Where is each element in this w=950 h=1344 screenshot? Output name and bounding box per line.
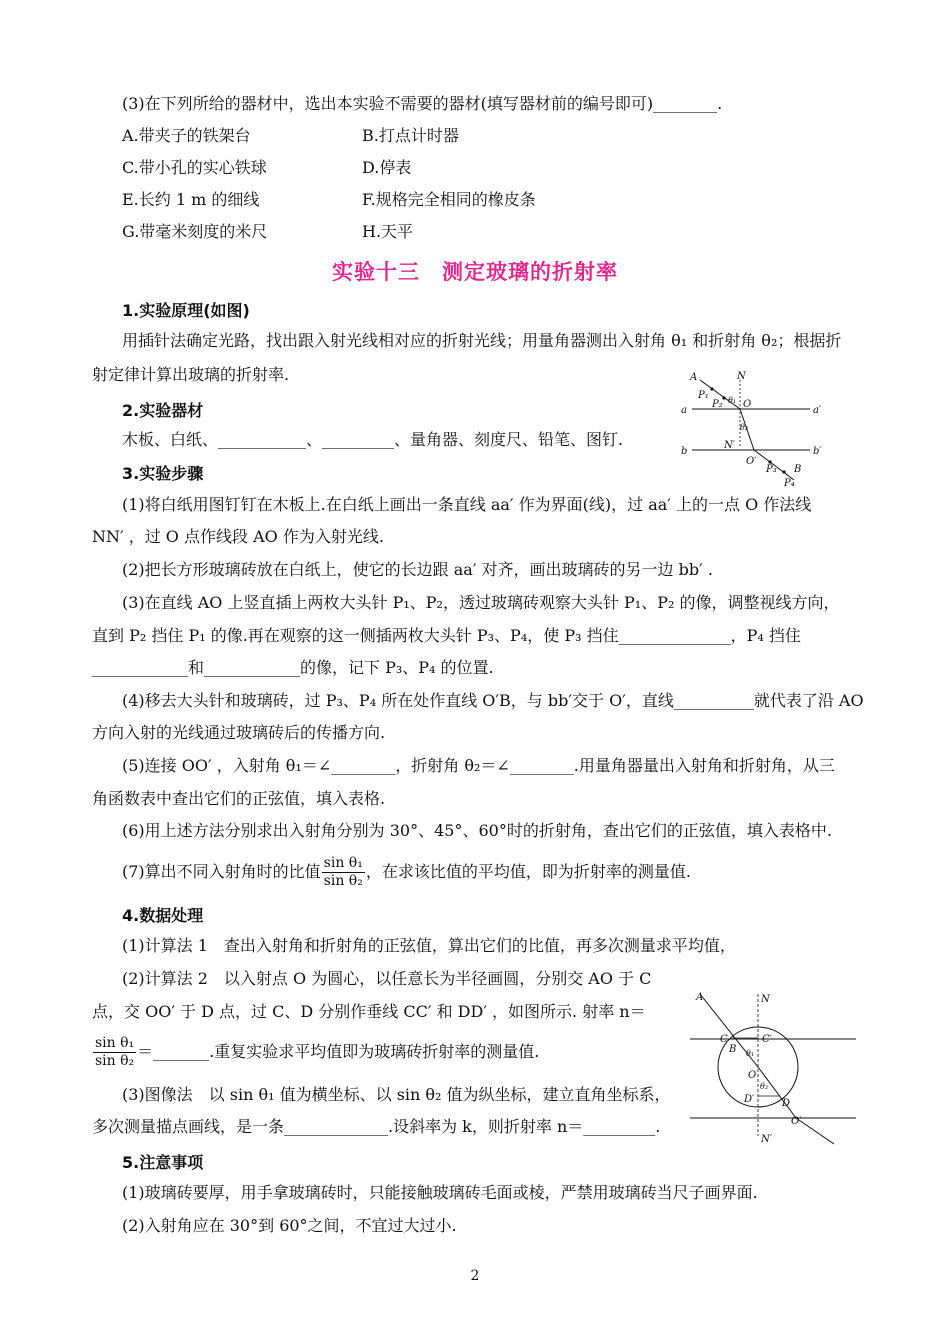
fig2-label-n: N	[761, 994, 770, 1005]
fig2-label-d: D	[782, 1098, 791, 1109]
section-title: 实验十三 测定玻璃的折射率	[332, 260, 618, 284]
n-numerator: sin θ₁	[95, 1035, 135, 1051]
fig1-label-theta1: θ₁	[728, 396, 737, 405]
data-line-6: 多次测量描点画线，是一条_____________.设斜率为 k，则折射率 n＝_________.	[92, 1117, 661, 1136]
step-line-2: NN′ ，过 O 点作线段 AO 作为入射光线.	[92, 527, 384, 546]
q3-option-b: B.打点计时器	[362, 126, 459, 145]
fig2-label-theta2: θ₂	[760, 1082, 769, 1091]
fig1-label-b-prime: b′	[813, 446, 822, 457]
q3-option-g: G.带毫米刻度的米尺	[122, 222, 268, 241]
fig1-label-p1: P₁	[698, 390, 709, 401]
step7-denominator: sin θ₂	[323, 873, 363, 889]
notes-heading: 5.注意事项	[122, 1153, 204, 1172]
fig1-label-n: N	[737, 371, 746, 382]
fig1-label-theta2: θ₂	[740, 423, 749, 432]
step-line-9: (5)连接 OO′ ，入射角 θ₁＝∠________，折射角 θ₂＝∠________.用量角器量出入射角和折射角，从三	[122, 756, 835, 775]
fig2-label-b: B	[729, 1044, 737, 1055]
fig1-label-a-left: a	[681, 405, 687, 416]
step-line-3: (2)把长方形玻璃砖放在白纸上，使它的长边跟 aa′ 对齐，画出玻璃砖的另一边 bb′ .	[122, 560, 713, 579]
note-line-2: (2)入射角应在 30°到 60°之间，不宜过大过小.	[122, 1216, 457, 1235]
fig1-label-n-prime: N′	[724, 440, 736, 451]
step7-pre: (7)算出不同入射角时的比值	[122, 862, 321, 881]
step-line-8: 方向入射的光线通过玻璃砖后的传播方向.	[92, 723, 386, 742]
data-line-3: 点，交 OO′ 于 D 点，过 C、D 分别作垂线 CC′ 和 DD′ ，如图所示. 射率 n＝	[92, 1002, 646, 1021]
fig1-label-a: A	[690, 372, 698, 383]
fig2-label-c: C	[720, 1034, 728, 1045]
principle-line-1: 用插针法确定光路，找出跟入射光线相对应的折射光线；用量角器测出入射角 θ₁ 和折射角 θ₂；根据折	[122, 331, 842, 350]
principle-line-2: 射定律计算出玻璃的折射率.	[92, 365, 290, 384]
fig1-label-b-left: b	[681, 446, 688, 457]
fig1-label-p4: P₄	[784, 478, 795, 489]
data-heading: 4.数据处理	[122, 906, 204, 925]
equipment-heading: 2.实验器材	[122, 401, 204, 420]
fig1-label-p3: P₃	[766, 464, 777, 475]
fig1-label-o-prime: O′	[746, 456, 757, 467]
step-line-6: ____________和____________的像，记下 P₃、P₄ 的位置.	[92, 658, 494, 677]
data-line-4	[92, 1033, 539, 1071]
n-denominator: sin θ₂	[95, 1053, 135, 1069]
step-line-11: (6)用上述方法分别求出入射角分别为 30°、45°、60°时的折射角，查出它们的正弦值，填入表格中.	[122, 821, 832, 840]
page-number: 2	[470, 1268, 480, 1284]
q3-prompt: (3)在下列所给的器材中，选出本实验不需要的器材(填写器材前的编号即可)________.	[122, 94, 723, 113]
refracted-ray	[758, 1067, 796, 1118]
step-line-4: (3)在直线 AO 上竖直插上两枚大头针 P₁、P₂，透过玻璃砖观察大头针 P₁、P₂ 的像，调整视线方向，	[122, 593, 840, 612]
fig1-label-o: O	[743, 399, 752, 410]
q3-option-h: H.天平	[362, 222, 414, 241]
fig1-label-p2: P₂	[712, 399, 723, 410]
n-fraction	[93, 1035, 136, 1070]
step-line-12	[122, 853, 691, 891]
q3-option-a: A.带夹子的铁架台	[122, 126, 251, 145]
n-fraction-post: ＝_______.重复实验求平均值即为玻璃砖折射率的测量值.	[137, 1042, 540, 1061]
fig2-label-o: O	[748, 1070, 757, 1081]
q3-option-c: C.带小孔的实心铁球	[122, 158, 267, 177]
step-line-1: (1)将白纸用图钉钉在木板上.在白纸上画出一条直线 aa′ 作为界面(线)，过 aa′ 上的一点 O 作法线	[122, 495, 812, 514]
emergent-ray	[796, 1118, 834, 1144]
step7-post: ，在求该比值的平均值，即为折射率的测量值.	[365, 862, 691, 881]
step-line-7: (4)移去大头针和玻璃砖，过 P₃、P₄ 所在处作直线 O′B，与 bb′交于 O′，直线__________就代表了沿 AO	[122, 691, 864, 710]
step7-fraction	[322, 855, 365, 890]
fig2-label-d-prime: D′	[744, 1094, 755, 1105]
q3-option-d: D.停表	[362, 158, 412, 177]
data-line-2: (2)计算法 2 以入射点 O 为圆心，以任意长为半径画圆，分别交 AO 于 C	[122, 969, 652, 988]
step-line-5: 直到 P₂ 挡住 P₁ 的像.再在观察的这一侧插两枚大头针 P₃、P₄，使 P₃ 挡住______________，P₄ 挡住	[92, 626, 801, 645]
fig1-label-b: B	[794, 464, 802, 475]
refraction-diagram	[672, 368, 832, 490]
equipment-line: 木板、白纸、___________、_________、量角器、刻度尺、铅笔、图钉.	[122, 430, 624, 449]
step-line-10: 角函数表中查出它们的正弦值，填入表格.	[92, 789, 386, 808]
fig2-label-theta1: θ₁	[746, 1049, 755, 1058]
fig2-label-c-prime: C′	[762, 1034, 772, 1045]
data-line-5: (3)图像法 以 sin θ₁ 值为横坐标、以 sin θ₂ 值为纵坐标，建立直角坐标系，	[122, 1085, 671, 1104]
data-line-1: (1)计算法 1 查出入射角和折射角的正弦值，算出它们的比值，再多次测量求平均值，	[122, 936, 736, 955]
fig2-label-a: A	[696, 992, 704, 1003]
steps-heading: 3.实验步骤	[122, 464, 204, 483]
note-line-1: (1)玻璃砖要厚，用手拿玻璃砖时，只能接触玻璃砖毛面或棱，严禁用玻璃砖当尺子画界面.	[122, 1183, 758, 1202]
circle-method-diagram	[688, 986, 860, 1148]
q3-option-f: F.规格完全相同的橡皮条	[362, 190, 536, 209]
step7-numerator: sin θ₁	[323, 855, 363, 871]
principle-heading: 1.实验原理(如图)	[122, 301, 250, 320]
fig2-label-n-prime: N′	[761, 1134, 773, 1145]
fig1-label-a-prime: a′	[813, 405, 822, 416]
q3-option-e: E.长约 1 m 的细线	[122, 190, 260, 209]
fig2-label-o-prime: O′	[791, 1116, 802, 1127]
